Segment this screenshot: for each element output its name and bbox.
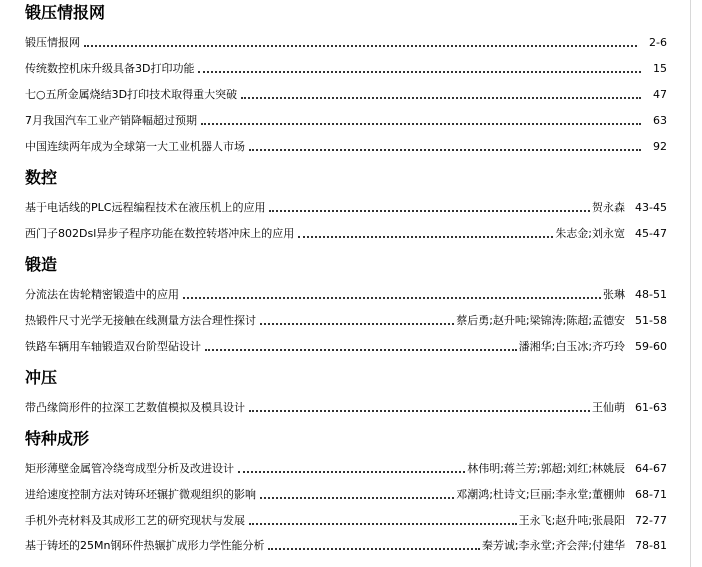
dot-leader <box>260 497 454 499</box>
entry-authors: 林伟明;蒋兰芳;郭超;刘红;林姚辰 <box>467 462 626 475</box>
entry-pages: 45-47 <box>635 227 667 240</box>
toc-entry[interactable] <box>25 286 667 302</box>
entry-title[interactable]: 铁路车辆用车轴锻造双台阶型砧设计 <box>25 340 201 353</box>
section-heading: 锻造 <box>25 255 58 274</box>
dot-leader <box>84 45 637 47</box>
dot-leader <box>249 410 590 412</box>
toc-entry[interactable] <box>25 512 667 528</box>
entry-authors: 邓潮鸿;杜诗文;巨丽;李永堂;董棚帅 <box>456 488 626 501</box>
entry-pages: 92 <box>653 140 667 153</box>
toc-entry[interactable] <box>25 60 667 76</box>
toc-entry[interactable] <box>25 537 667 553</box>
section-heading: 特种成形 <box>25 429 90 448</box>
toc-entry[interactable] <box>25 112 667 128</box>
entry-title[interactable]: 带凸缘筒形件的拉深工艺数值模拟及模具设计 <box>25 401 245 414</box>
toc-entry[interactable] <box>25 486 667 502</box>
entry-title[interactable]: 进给速度控制方法对铸环坯辗扩微观组织的影响 <box>25 488 256 501</box>
toc-entry[interactable] <box>25 399 667 415</box>
entry-title[interactable]: 矩形薄壁金属管冷绕弯成型分析及改进设计 <box>25 462 234 475</box>
entry-pages: 48-51 <box>635 288 667 301</box>
dot-leader <box>198 71 641 73</box>
entry-authors: 张琳 <box>603 288 626 301</box>
toc-entry[interactable] <box>25 225 667 241</box>
page-edge-rule <box>690 0 691 567</box>
entry-pages: 47 <box>653 88 667 101</box>
entry-pages: 15 <box>653 62 667 75</box>
entry-authors: 潘湘华;白玉冰;齐巧玲 <box>518 340 626 353</box>
dot-leader <box>268 548 479 550</box>
toc-entry-cutoff <box>25 560 667 567</box>
section-heading: 冲压 <box>25 368 58 387</box>
entry-title[interactable]: 基于电话线的PLC远程编程技术在液压机上的应用 <box>25 201 266 214</box>
entry-pages: 43-45 <box>635 201 667 214</box>
entry-title[interactable]: 传统数控机床升级具备3D打印功能 <box>25 62 195 75</box>
entry-title[interactable]: 基于铸坯的25Mn钢环件热辗扩成形力学性能分析 <box>25 539 265 552</box>
entry-title[interactable]: 西门子802Dsl异步子程序功能在数控转塔冲床上的应用 <box>25 227 295 240</box>
entry-pages: 59-60 <box>635 340 667 353</box>
dot-leader <box>249 523 517 525</box>
entry-title[interactable]: 七○五所金属烧结3D打印技术取得重大突破 <box>25 88 238 101</box>
entry-pages: 63 <box>653 114 667 127</box>
dot-leader <box>205 349 517 351</box>
entry-authors: 朱志金;刘永宽 <box>555 227 626 240</box>
entry-authors: 秦芳诚;李永堂;齐会萍;付建华 <box>481 539 626 552</box>
dot-leader <box>183 297 601 299</box>
entry-title[interactable]: 热锻件尺寸光学无接触在线测量方法合理性探讨 <box>25 314 256 327</box>
entry-pages: 2-6 <box>649 36 667 49</box>
entry-title[interactable]: 锻压情报网 <box>25 36 80 49</box>
entry-title[interactable]: 中国连续两年成为全球第一大工业机器人市场 <box>25 140 245 153</box>
toc-entry[interactable] <box>25 312 667 328</box>
entry-pages: 72-77 <box>635 514 667 527</box>
dot-leader <box>260 323 454 325</box>
toc-entry[interactable] <box>25 34 667 50</box>
entry-authors: 王永飞;赵升吨;张晨阳 <box>518 514 626 527</box>
entry-authors: 贺永森 <box>592 201 626 214</box>
section-heading: 锻压情报网 <box>25 3 106 22</box>
dot-leader <box>269 210 590 212</box>
dot-leader <box>298 236 553 238</box>
entry-pages: 68-71 <box>635 488 667 501</box>
section-heading: 数控 <box>25 168 58 187</box>
entry-pages: 51-58 <box>635 314 667 327</box>
entry-title[interactable]: 分流法在齿轮精密锻造中的应用 <box>25 288 179 301</box>
toc-entry[interactable] <box>25 338 667 354</box>
toc-entry[interactable] <box>25 460 667 476</box>
entry-title[interactable]: 7月我国汽车工业产销降幅超过预期 <box>25 114 197 127</box>
toc-entry[interactable] <box>25 138 667 154</box>
toc-entry[interactable] <box>25 199 667 215</box>
entry-pages: 61-63 <box>635 401 667 414</box>
entry-title[interactable]: 手机外壳材料及其成形工艺的研究现状与发展 <box>25 514 245 527</box>
toc-entry[interactable] <box>25 86 667 102</box>
dot-leader <box>201 123 641 125</box>
entry-authors: 王仙萌 <box>592 401 626 414</box>
dot-leader <box>238 471 465 473</box>
dot-leader <box>249 149 641 151</box>
dot-leader <box>241 97 641 99</box>
entry-pages: 78-81 <box>635 539 667 552</box>
entry-authors: 蔡后勇;赵升吨;梁锦涛;陈超;孟德安 <box>456 314 626 327</box>
entry-pages: 64-67 <box>635 462 667 475</box>
